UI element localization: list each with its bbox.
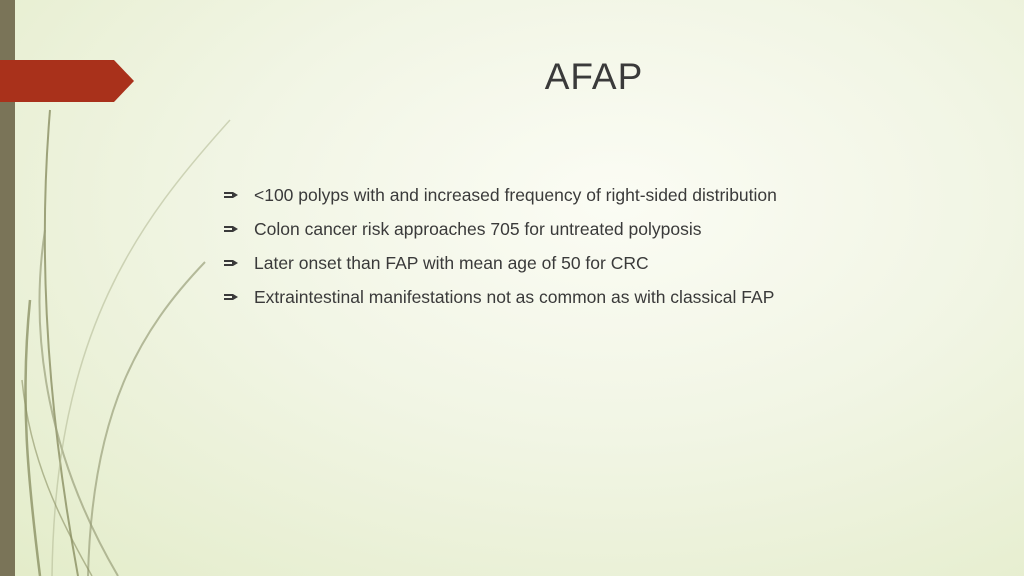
bullet-item <box>224 280 1004 314</box>
pencil-arrow-icon <box>224 292 238 302</box>
bullet-text: Extraintestinal manifestations not as common as with classical FAP <box>254 286 775 307</box>
pencil-arrow-icon <box>224 224 238 234</box>
bullet-item <box>224 178 1004 212</box>
pencil-arrow-icon <box>224 190 238 200</box>
bullet-text: Colon cancer risk approaches 705 for untreated polyposis <box>254 218 702 239</box>
bullet-list <box>224 178 1004 314</box>
pencil-arrow-icon <box>224 258 238 268</box>
slide-title: AFAP <box>544 56 644 97</box>
bullet-text: Later onset than FAP with mean age of 50 for CRC <box>254 252 649 273</box>
bullet-text: <100 polyps with and increased frequency of right-sided distribution <box>254 184 777 205</box>
bullet-item <box>224 246 1004 280</box>
bullet-item <box>224 212 1004 246</box>
